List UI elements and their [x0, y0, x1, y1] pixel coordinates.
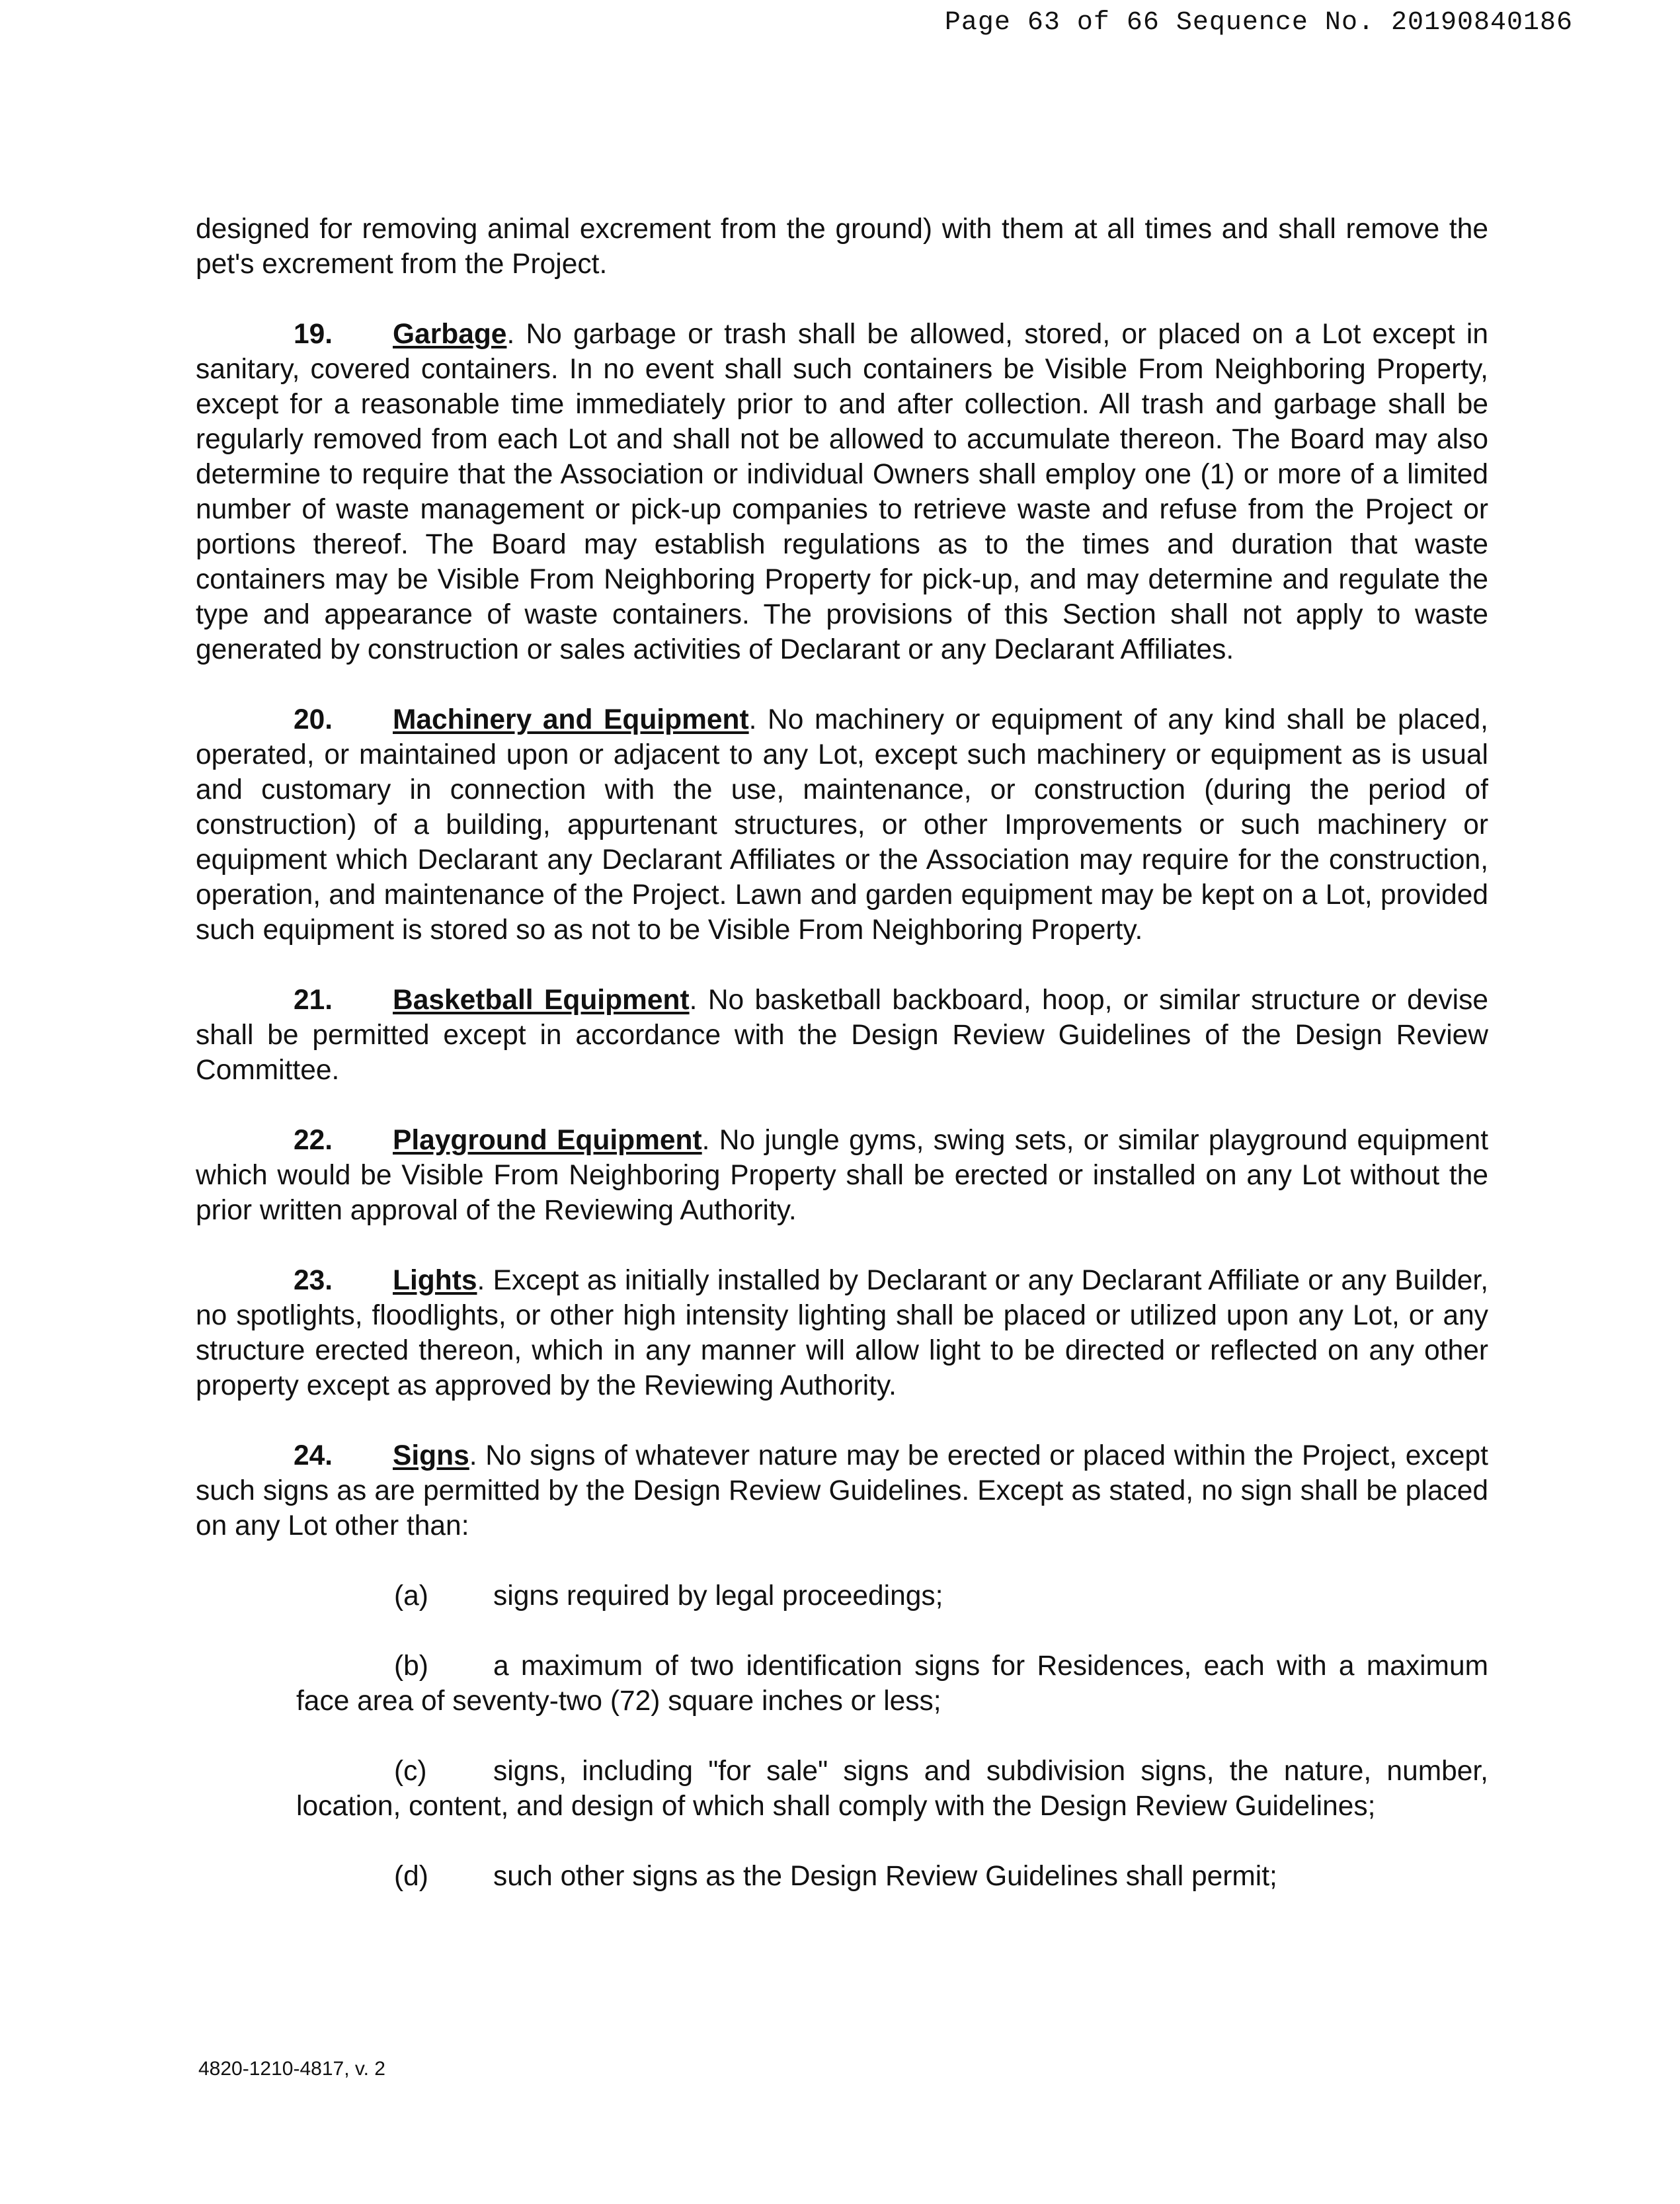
section-21: [196, 983, 1488, 1088]
item-text: signs, including "for sale" signs and subdivision signs, the nature, number, location, content, and design of which shall comply with the Design Review Guidelines;: [296, 1756, 1488, 1822]
section-title: Playground Equipment: [393, 1125, 702, 1156]
section-22: [196, 1123, 1488, 1228]
item-label: (c): [394, 1756, 427, 1787]
section-number: 22.: [294, 1125, 333, 1156]
document-id-footer: 4820-1210-4817, v. 2: [198, 2058, 385, 2080]
section-title: Lights: [393, 1265, 477, 1296]
document-body: [196, 212, 1488, 1929]
section-text: . No basketball backboard, hoop, or similar structure or devise shall be permitted except in accordance with the Design Review Guidelines of the Design Review Committee.: [196, 985, 1488, 1086]
section-20: [196, 702, 1488, 948]
section-text: . No signs of whatever nature may be erected or placed within the Project, except such signs as are permitted by the Design Review Guidelines. Except as stated, no sign shall be placed on any Lot other than:: [196, 1440, 1488, 1541]
section-19: [196, 317, 1488, 667]
section-text: . No jungle gyms, swing sets, or similar playground equipment which would be Visible From Neighboring Property shall be erected or installed on any Lot without the prior written approval of the Reviewing Authority.: [196, 1125, 1488, 1226]
section-text: . Except as initially installed by Declarant or any Declarant Affiliate or any Builder, no spotlights, floodlights, or other high intensity lighting shall be placed or utilized upon any Lot, or any structure erected thereon, which in any manner will allow light to be directed or reflected on any other property except as approved by the Reviewing Authority.: [196, 1265, 1488, 1401]
section-number: 23.: [294, 1265, 333, 1296]
section-text: . No machinery or equipment of any kind shall be placed, operated, or maintained upon or adjacent to any Lot, except such machinery or equipment as is usual and customary in connection with the use, maintenance, or construction (during the period of construction) of a building, appurtenant structures, or other Improvements or such machinery or equipment which Declarant any Declarant Affiliates or the Association may require for the construction, operation, and maintenance of the Project. Lawn and garden equipment may be kept on a Lot, provided such equipment is stored so as not to be Visible From Neighboring Property.: [196, 704, 1488, 946]
item-label: (d): [394, 1861, 428, 1892]
section-title: Machinery and Equipment: [393, 704, 749, 735]
section-title: Basketball Equipment: [393, 985, 690, 1016]
section-title: Garbage: [393, 319, 507, 350]
item-label: (b): [394, 1651, 428, 1682]
page-header: Page 63 of 66 Sequence No. 20190840186: [944, 8, 1573, 38]
sign-item-c: [196, 1754, 1488, 1824]
section-24: [196, 1438, 1488, 1543]
section-23: [196, 1263, 1488, 1403]
item-label: (a): [394, 1580, 428, 1612]
sign-item-b: [196, 1649, 1488, 1719]
continuation-paragraph: designed for removing animal excrement from the ground) with them at all times and shall remove the pet's excrement from the Project.: [196, 214, 1488, 280]
item-text: such other signs as the Design Review Guidelines shall permit;: [493, 1861, 1277, 1892]
section-number: 24.: [294, 1440, 333, 1471]
section-title: Signs: [393, 1440, 469, 1471]
sign-item-d: [196, 1859, 1488, 1894]
section-text: . No garbage or trash shall be allowed, stored, or placed on a Lot except in sanitary, covered containers. In no event shall such containers be Visible From Neighboring Property, except for a reasonable time immediately prior to and after collection. All trash and garbage shall be regularly removed from each Lot and shall not be allowed to accumulate thereon. The Board may also determine to require that the Association or individual Owners shall employ one (1) or more of a limited number of waste management or pick-up companies to retrieve waste and refuse from the Project or portions thereof. The Board may establish regulations as to the times and duration that waste containers may be Visible From Neighboring Property for pick-up, and may determine and regulate the type and appearance of waste containers. The provisions of this Section shall not apply to waste generated by construction or sales activities of Declarant or any Declarant Affiliates.: [196, 319, 1488, 665]
section-number: 19.: [294, 319, 333, 350]
item-text: a maximum of two identification signs for Residences, each with a maximum face area of seventy-two (72) square inches or less;: [296, 1651, 1488, 1717]
sign-item-a: [196, 1578, 1488, 1613]
section-number: 20.: [294, 704, 333, 735]
item-text: signs required by legal proceedings;: [493, 1580, 943, 1612]
section-number: 21.: [294, 985, 333, 1016]
